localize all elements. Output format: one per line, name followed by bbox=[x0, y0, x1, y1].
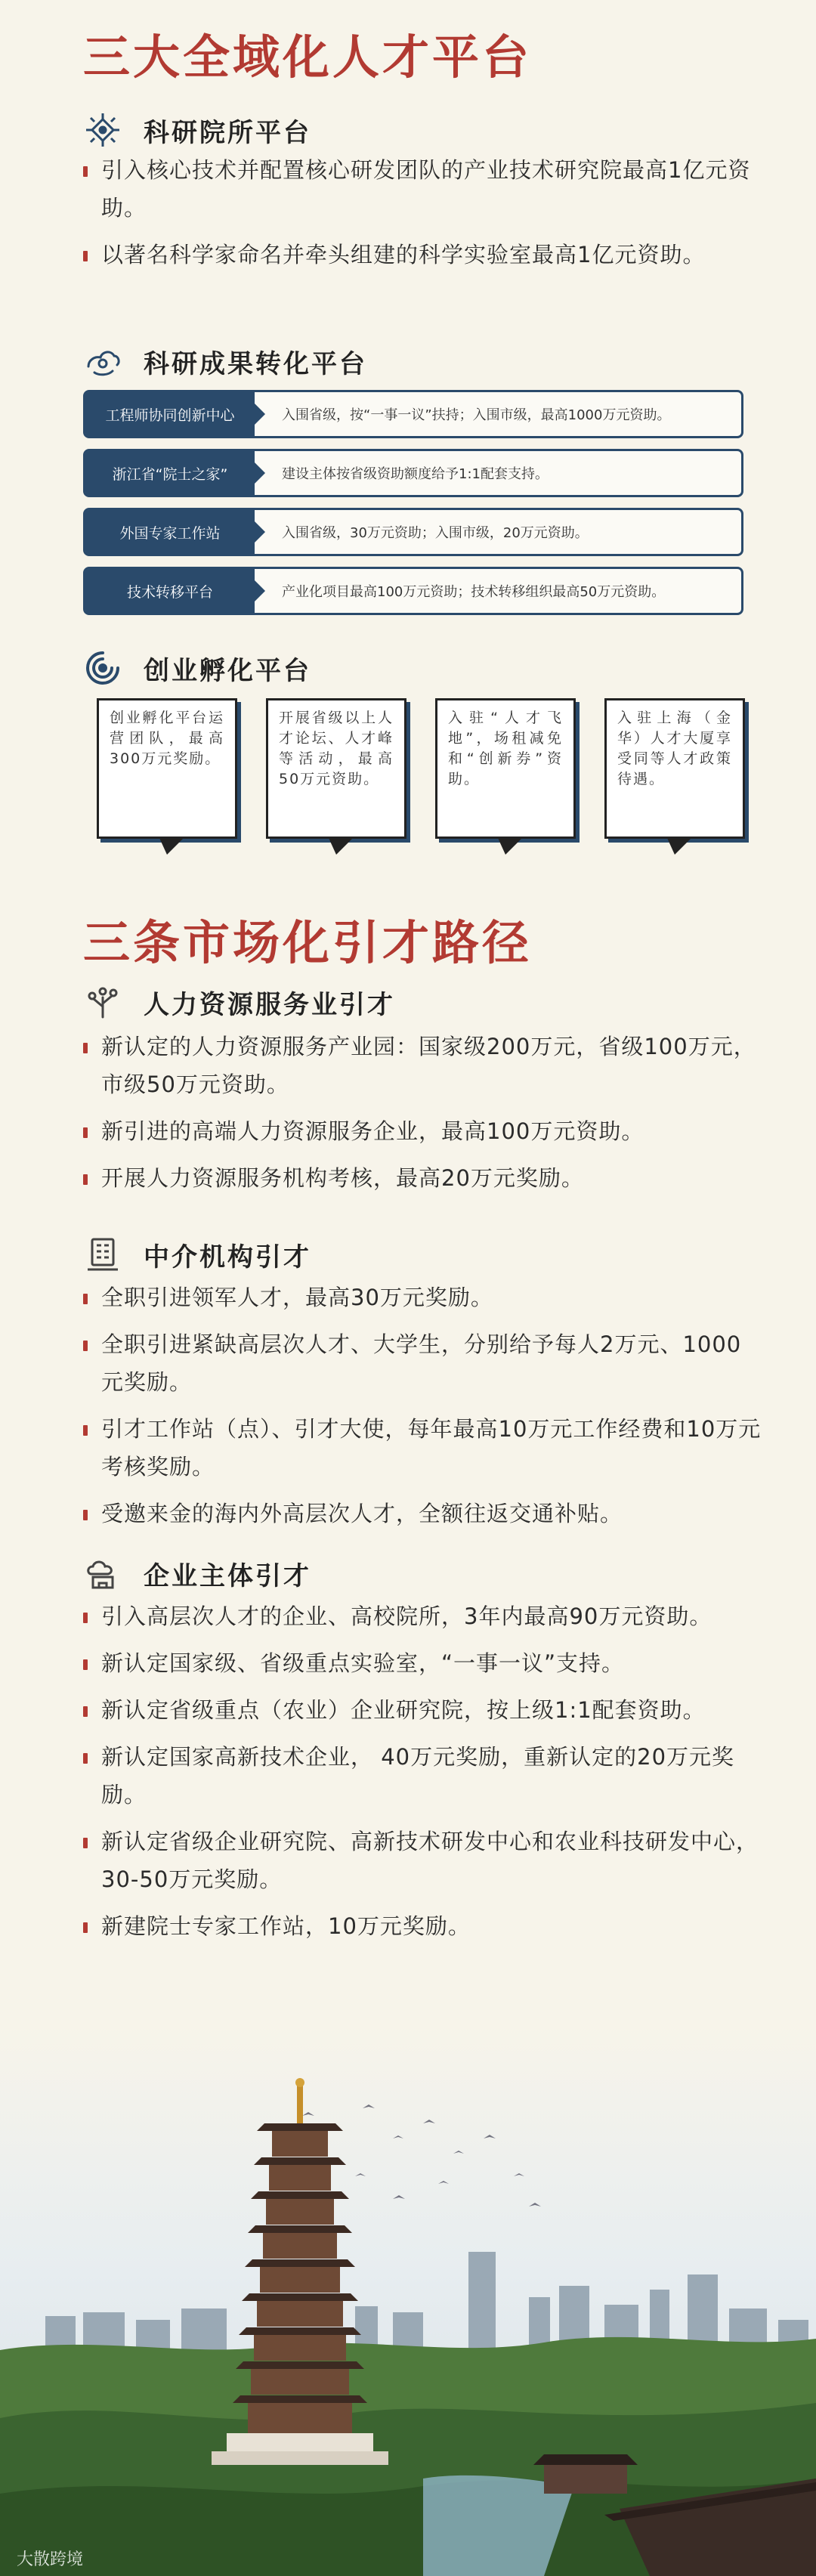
platform-row bbox=[83, 567, 743, 615]
section-title-paths: 三条市场化引才路径 bbox=[83, 915, 533, 970]
lattice-icon bbox=[83, 110, 122, 150]
list-item: 新认定的人力资源服务产业园：国家级200万元，省级100万元，市级50万元资助。 bbox=[82, 1028, 762, 1103]
subhead-label: 中介机构引才 bbox=[144, 1242, 311, 1273]
subhead-label: 人力资源服务业引才 bbox=[144, 989, 395, 1020]
subhead-achievement-transfer bbox=[83, 342, 367, 381]
list-item: 新引进的高端人力资源服务企业，最高100万元资助。 bbox=[82, 1112, 762, 1150]
subhead-label: 企业主体引才 bbox=[144, 1560, 311, 1591]
speech-bubble: 入驻上海（金华）人才大厦享受同等人才政策待遇。 bbox=[604, 698, 745, 839]
subhead-label: 科研成果转化平台 bbox=[144, 348, 367, 379]
platform-row bbox=[83, 508, 743, 556]
list-item: 新认定国家级、省级重点实验室，“一事一议”支持。 bbox=[82, 1644, 762, 1682]
platform-row-desc: 建设主体按省级资助额度给予1:1配套支持。 bbox=[282, 466, 549, 482]
list-item: 引入高层次人才的企业、高校院所，3年内最高90万元资助。 bbox=[82, 1597, 762, 1635]
speech-bubble: 创业孵化平台运营团队，最高300万元奖励。 bbox=[97, 698, 237, 839]
subhead-enterprise bbox=[83, 1554, 311, 1593]
cloud-swirl-icon bbox=[83, 342, 122, 381]
building-icon bbox=[83, 1235, 122, 1274]
spiral-icon bbox=[83, 648, 122, 688]
platform-row-label: 技术转移平台 bbox=[85, 569, 255, 613]
platform-row-label: 工程师协同创新中心 bbox=[85, 392, 255, 436]
list-item: 开展人力资源服务机构考核，最高20万元奖励。 bbox=[82, 1159, 762, 1197]
platform-row-desc: 产业化项目最高100万元资助；技术转移组织最高50万元资助。 bbox=[282, 584, 666, 600]
subhead-intermediary bbox=[83, 1235, 311, 1274]
hr-services-list bbox=[82, 1028, 762, 1206]
list-item: 引入核心技术并配置核心研发团队的产业技术研究院最高1亿元资助。 bbox=[82, 151, 762, 227]
subhead-research-institutes bbox=[83, 110, 311, 150]
tree-icon bbox=[83, 982, 122, 1022]
list-item: 新认定省级企业研究院、高新技术研发中心和农业科技研发中心，30-50万元奖励。 bbox=[82, 1823, 762, 1898]
intermediary-list bbox=[82, 1279, 762, 1542]
platform-row bbox=[83, 390, 743, 438]
list-item: 以著名科学家命名并牵头组建的科学实验室最高1亿元资助。 bbox=[82, 236, 762, 274]
list-item: 全职引进领军人才，最高30万元奖励。 bbox=[82, 1279, 762, 1316]
cloud-building-icon bbox=[83, 1554, 122, 1593]
city-pagoda-illustration bbox=[0, 2025, 816, 2576]
watermark-text: 大散跨境 bbox=[17, 2550, 84, 2569]
subhead-label: 科研院所平台 bbox=[144, 117, 311, 148]
subhead-label: 创业孵化平台 bbox=[144, 655, 311, 686]
subhead-incubation bbox=[83, 648, 311, 688]
list-item: 新建院士专家工作站，10万元奖励。 bbox=[82, 1907, 762, 1945]
list-item: 新认定省级重点（农业）企业研究院，按上级1:1配套资助。 bbox=[82, 1691, 762, 1729]
research-institutes-list bbox=[82, 151, 762, 283]
speech-bubble: 开展省级以上人才论坛、人才峰等活动，最高50万元资助。 bbox=[266, 698, 406, 839]
list-item: 新认定国家高新技术企业， 40万元奖励，重新认定的20万元奖励。 bbox=[82, 1738, 762, 1814]
section-title-platforms: 三大全域化人才平台 bbox=[83, 29, 533, 85]
platform-row bbox=[83, 449, 743, 497]
speech-bubble: 入驻“人才飞地”，场租减免和“创新券”资助。 bbox=[435, 698, 576, 839]
list-item: 受邀来金的海内外高层次人才，全额往返交通补贴。 bbox=[82, 1495, 762, 1532]
platform-row-desc: 入围省级，按“一事一议”扶持；入围市级，最高1000万元资助。 bbox=[282, 407, 671, 423]
platform-row-desc: 入围省级，30万元资助；入围市级，20万元资助。 bbox=[282, 525, 589, 541]
list-item: 全职引进紧缺高层次人才、大学生，分别给予每人2万元、1000元奖励。 bbox=[82, 1325, 762, 1401]
enterprise-list bbox=[82, 1597, 762, 1954]
subhead-hr-services bbox=[83, 982, 395, 1022]
platform-row-label: 外国专家工作站 bbox=[85, 510, 255, 554]
platform-row-label: 浙江省“院士之家” bbox=[85, 451, 255, 495]
list-item: 引才工作站（点）、引才大使，每年最高10万元工作经费和10万元考核奖励。 bbox=[82, 1410, 762, 1486]
